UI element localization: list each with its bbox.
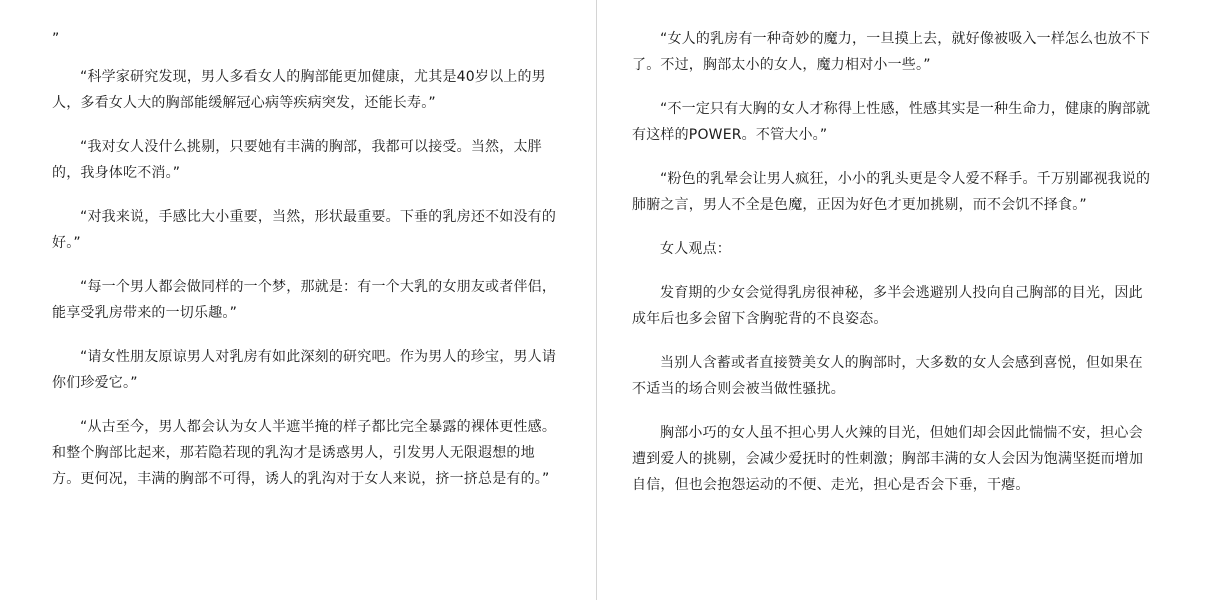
paragraph: 发育期的少女会觉得乳房很神秘，多半会逃避别人投向自己胸部的目光，因此成年后也多会留下含胸驼背的不良姿态。 (632, 285, 1143, 327)
paragraph: “每一个男人都会做同样的一个梦，那就是：有一个大乳的女朋友或者伴侣，能享受乳房带来的一切乐趣。” (52, 279, 557, 321)
section-heading: 女人观点： (660, 241, 731, 257)
paragraph: “从古至今，男人都会认为女人半遮半掩的样子都比完全暴露的裸体更性感。和整个胸部比起来，那若隐若现的乳沟才是诱惑男人，引发男人无限遐想的地方。更何况，丰满的胸部不可得，诱人的乳沟对于女人来说，挤一挤总是有的。” (52, 419, 557, 487)
paragraph: “我对女人没什么挑剔，只要她有丰满的胸部，我都可以接受。当然，太胖的，我身体吃不消。” (52, 139, 542, 181)
paragraph: “请女性朋友原谅男人对乳房有如此深刻的研究吧。作为男人的珍宝，男人请你们珍爱它。” (52, 349, 557, 391)
paragraph: 胸部小巧的女人虽不担心男人火辣的目光，但她们却会因此惴惴不安，担心会遭到爱人的挑剔，会减少爱抚时的性刺激；胸部丰满的女人会因为饱满坚挺而增加自信，但也会抱怨运动的不便、走光，担心是否会下垂，干瘪。 (632, 425, 1144, 493)
paragraph: “对我来说，手感比大小重要，当然，形状最重要。下垂的乳房还不如没有的好。” (52, 209, 557, 251)
paragraph: “粉色的乳晕会让男人疯狂，小小的乳头更是令人爱不释手。千万别鄙视我说的肺腑之言，男人不全是色魔，正因为好色才更加挑剔，而不会饥不择食。” (632, 171, 1151, 213)
left-page (0, 0, 596, 600)
paragraph: “女人的乳房有一种奇妙的魔力，一旦摸上去，就好像被吸入一样怎么也放不下了。不过，胸部太小的女人，魔力相对小一些。” (632, 31, 1151, 73)
paragraph: 当别人含蓄或者直接赞美女人的胸部时，大多数的女人会感到喜悦，但如果在不适当的场合则会被当做性骚扰。 (632, 355, 1143, 397)
closing-quote-fragment: ” (52, 31, 60, 47)
paragraph: “科学家研究发现，男人多看女人的胸部能更加健康，尤其是40岁以上的男人，多看女人大的胸部能缓解冠心病等疾病突发，还能长寿。” (52, 69, 546, 111)
right-page (596, 0, 1210, 600)
paragraph: “不一定只有大胸的女人才称得上性感，性感其实是一种生命力，健康的胸部就有这样的POWER。不管大小。” (632, 101, 1151, 143)
